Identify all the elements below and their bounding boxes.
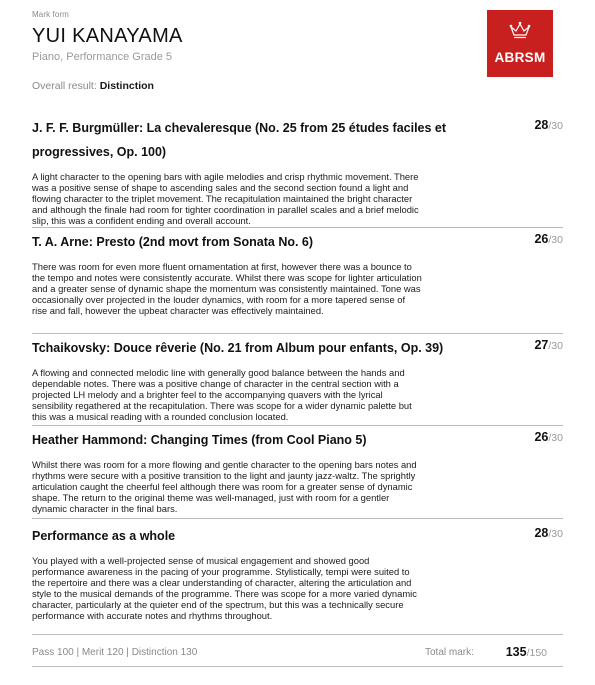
score-value: 28: [534, 526, 549, 540]
overall-result: [32, 80, 472, 92]
candidate-header: [32, 10, 472, 92]
score-out-of: /30: [548, 234, 563, 246]
divider: [32, 518, 563, 519]
total-mark: [506, 645, 547, 659]
piece-section-2: [32, 230, 563, 316]
divider: [32, 333, 563, 334]
score-value: 27: [534, 338, 549, 352]
total-score: 135: [505, 645, 527, 659]
divider: [32, 425, 563, 426]
mark-summary-footer: [32, 644, 563, 664]
abrsm-logo: [487, 10, 553, 77]
total-mark-label: Total mark:: [425, 647, 474, 658]
examiner-comment: You played with a well-projected sense of musical engagement and showed good performance awareness in the pacing of your programme. Stylistically, tempi were suited to the repertoire and there was a clear understanding of character, altering the articulation and style to the musical demands of the programme. There was scope for a more varied dynamic character, particularly at the quieter end of the spectrum, but this was a technically secure performance with accurate notes and rhythms throughout.: [32, 555, 417, 622]
crown-icon: [509, 21, 531, 41]
examiner-comment: A flowing and connected melodic line with generally good balance between the hands and dependable notes. There was a positive change of character in the central section with a projected LH melody and a brighter feel to the accompanying quavers with the lyrical sensibility regathered at the recapitulation. There was scope for a wider dynamic palette but this was a musical reading with a rounded conclusion located.: [32, 367, 412, 423]
piece-title: Tchaikovsky: Douce rêverie (No. 21 from Album pour enfants, Op. 39): [32, 341, 444, 355]
piece-title: Performance as a whole: [32, 529, 176, 543]
piece-score: [534, 526, 563, 540]
footer-divider: [32, 666, 563, 667]
score-out-of: /30: [548, 120, 563, 132]
piece-score: [534, 118, 563, 132]
exam-subject: Piano, Performance Grade 5: [32, 51, 173, 63]
piece-section-1: [32, 116, 563, 226]
candidate-name: YUI KANAYAMA: [32, 25, 183, 47]
piece-title: T. A. Arne: Presto (2nd movt from Sonata No. 6): [32, 235, 314, 249]
score-out-of: /30: [548, 340, 563, 352]
divider: [32, 227, 563, 228]
piece-title: J. F. F. Burgmüller: La chevaleresque (No. 25 from 25 études faciles et progressives, Op. 100): [32, 121, 447, 159]
score-value: 28: [534, 118, 549, 132]
score-value: 26: [534, 430, 549, 444]
examiner-comment: A light character to the opening bars with agile melodies and crisp rhythmic movement. There was a positive sense of shape to ascending sales and the second section found a light and flowing character to the triplet movement. The recapitulation maintained the bright character and although the finale had room for tighter coordination in parallel scales and a brief melodic slip, this was a confident ending and overall account.: [32, 171, 419, 227]
examiner-comment: Whilst there was room for a more flowing and gentle character to the opening bars notes and rhythms were secure with a positive transition to the light and jaunty jazz-waltz. The sprightly articulation caught the cheerful feel although there was room for a greater sense of dynamic shape. The return to the original theme was well-managed, just with room for a gentler dynamic character in the final bars.: [32, 459, 417, 515]
performance-as-a-whole-section: [32, 524, 563, 622]
examiner-comment: There was room for even more fluent ornamentation at first, however there was a bounce to the tempo and notes were consistently accurate. Whilst there was scope for lighter articulation and a greater sense of dynamic shape the momentum was consistently maintained. Tone was occasionally over projected in the louder dynamics, with room for a more tapered sense of rise and fall, however the upbeat character was effectively maintained.: [32, 261, 422, 317]
piece-section-4: [32, 428, 563, 514]
piece-score: [534, 338, 563, 352]
total-out-of: /150: [526, 647, 547, 659]
piece-score: [534, 232, 563, 246]
score-value: 26: [534, 232, 549, 246]
grade-thresholds: Pass 100 | Merit 120 | Distinction 130: [32, 647, 198, 658]
divider: [32, 634, 563, 635]
score-out-of: /30: [548, 528, 563, 540]
piece-section-3: [32, 336, 563, 422]
score-out-of: /30: [548, 432, 563, 444]
overall-result-value: Distinction: [99, 80, 154, 92]
piece-title: Heather Hammond: Changing Times (from Cool Piano 5): [32, 433, 367, 447]
logo-text: ABRSM: [494, 50, 546, 65]
overall-result-label: Overall result:: [32, 80, 97, 92]
mark-form-label: Mark form: [32, 10, 69, 19]
piece-score: [534, 430, 563, 444]
